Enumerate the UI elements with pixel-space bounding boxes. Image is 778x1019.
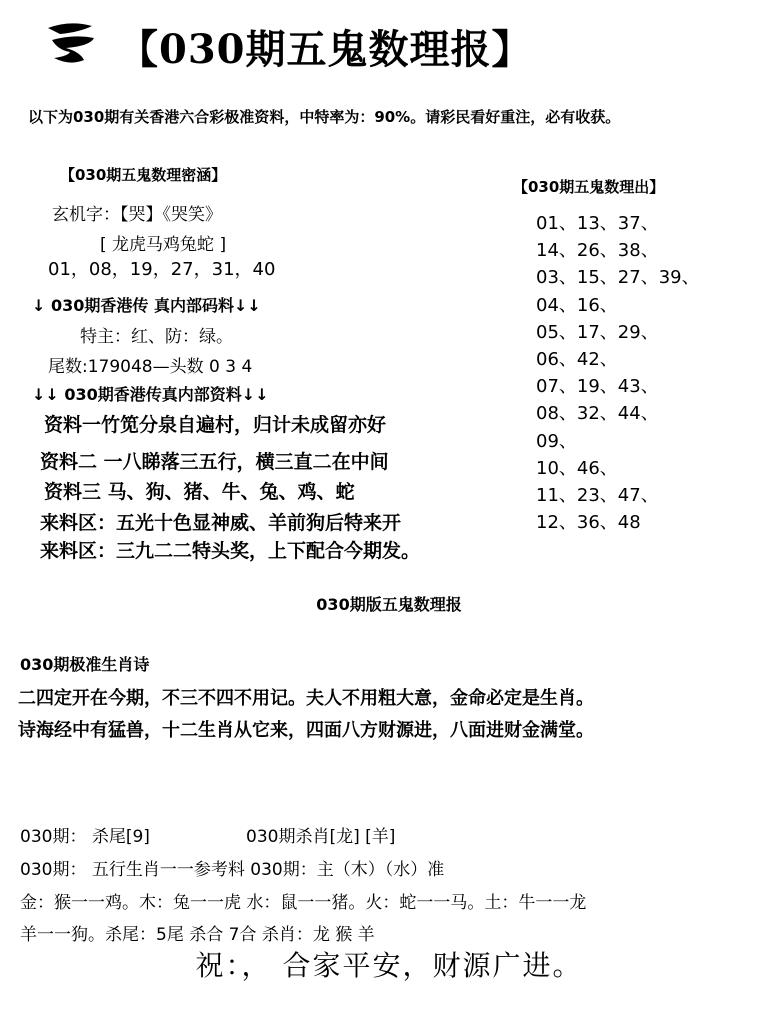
edition-title: 030期版五鬼数理报 (316, 595, 462, 614)
right-heading: 【030期五鬼数理出】 (513, 178, 665, 196)
numbers-line: 01，08，19，27，31，40 (48, 259, 276, 280)
wuxing-line: 030期： 五行生肖一一参考料 030期：主（木）（水）准 (20, 860, 445, 880)
brush-calligraphy-logo-icon (40, 18, 102, 68)
elements-line: 金：猴一一鸡。木：兔一一虎 水：鼠一一猪。火：蛇一一马。土：牛一一龙 (20, 893, 587, 913)
intro-text: 以下为030期有关香港六合彩极准资料，中特率为：90%。请彩民看好重注，必有收获。 (28, 108, 621, 126)
source-line-1: 来料区：五光十色显神威、羊前狗后特来开 (40, 512, 402, 534)
insider-code-heading: ↓ 030期香港传 真内部码料↓↓ (32, 296, 261, 315)
poem-line-1: 二四定开在今期，不三不四不用记。夫人不用粗大意，金命必定是生肖。 (18, 688, 594, 709)
list-item: 14、26、38、 (536, 240, 659, 262)
insider-info-heading: ↓↓ 030期香港传真内部资料↓↓ (32, 385, 269, 404)
kill-summary-line: 羊一一狗。杀尾：5尾 杀合 7合 杀肖：龙 猴 羊 (20, 925, 375, 945)
number-list (536, 210, 700, 536)
info-line-1: 资料一竹笕分泉自遍村，归计未成留亦好 (44, 414, 387, 436)
info-line-3: 资料三 马、狗、猪、牛、兔、鸡、蛇 (44, 481, 355, 503)
kill-zodiac-line: 030期杀肖[龙] [羊] (246, 827, 396, 847)
page-title: 【030期五鬼数理报】 (118, 26, 533, 73)
kill-tail-line: 030期： 杀尾[9] (20, 827, 150, 847)
list-item: 04、16、 (536, 294, 618, 316)
list-item: 03、15、27、39、 (536, 267, 700, 289)
list-item: 08、32、44、 (536, 403, 659, 425)
poem-line-2: 诗海经中有猛兽，十二生肖从它来，四面八方财源进，八面进财金满堂。 (18, 720, 594, 741)
list-item: 01、13、37、 (536, 213, 659, 234)
secret-heading: 【030期五鬼数理密涵】 (60, 166, 227, 184)
list-item: 12、36、48 (536, 512, 641, 534)
list-item: 07、19、43、 (536, 376, 659, 398)
list-item: 11、23、47、 (536, 484, 659, 506)
tail-line: 尾数:179048—头数 0 3 4 (48, 357, 253, 377)
list-item: 10、46、 (536, 457, 618, 479)
list-item: 05、17、29、 (536, 321, 659, 343)
source-line-2: 来料区：三九二二特头奖，上下配合今期发。 (40, 540, 421, 562)
zodiac-group: [ 龙虎马鸡兔蛇 ] (100, 235, 227, 255)
special-line: 特主：红、防：绿。 (80, 327, 233, 347)
blessing-line: 祝：， 合家平安，财源广进。 (195, 949, 583, 982)
list-item: 09、 (536, 430, 577, 452)
poem-heading: 030期极准生肖诗 (20, 655, 150, 674)
list-item: 06、42、 (536, 348, 618, 370)
info-line-2: 资料二 一八睇落三五行，横三直二在中间 (40, 451, 389, 473)
xuanji-text: 玄机字：【哭】《哭笑》 (52, 205, 222, 225)
